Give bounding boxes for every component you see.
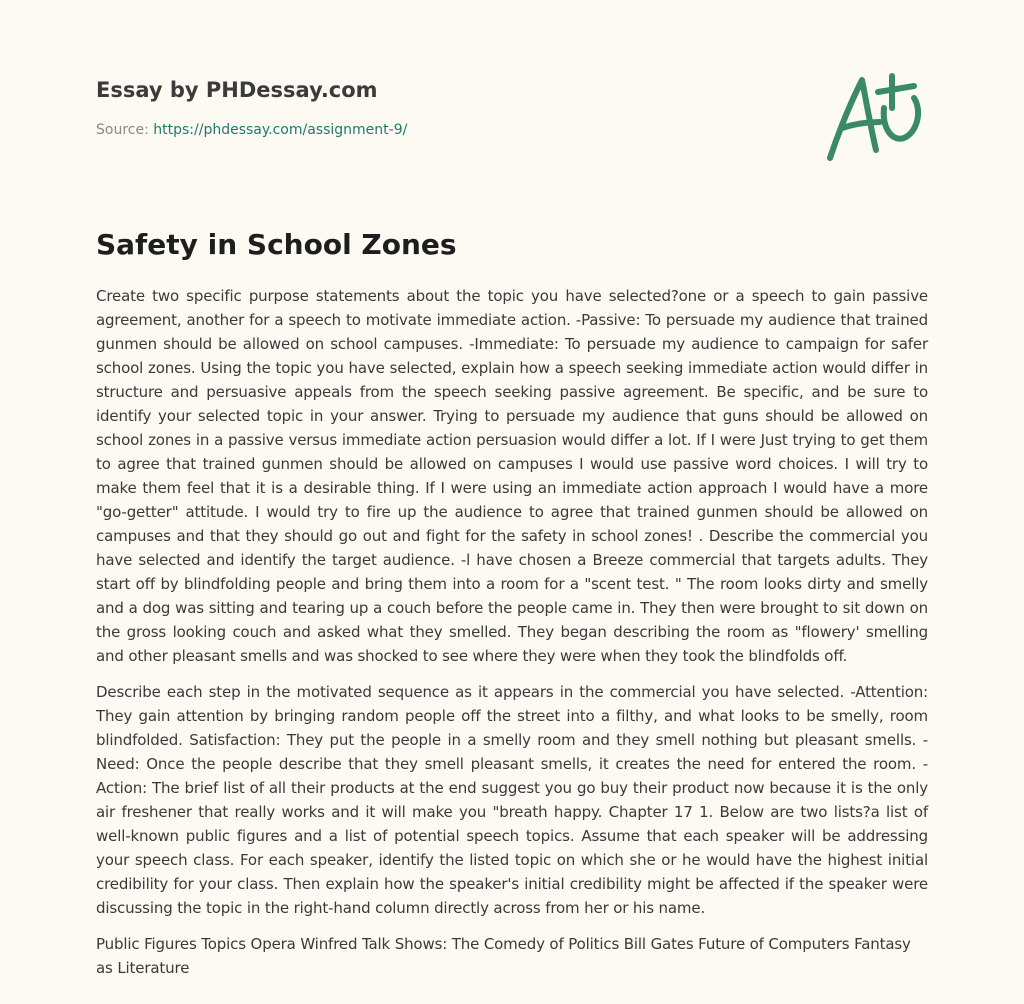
essay-paragraph: Create two specific purpose statements about the topic you have selected?one or a speech to gain passive agreement, another for a speech to motivate immediate action. -Passive: To persuade my audience that trained gunmen should be allowed on school campuses. -Immediate: To persuade my audience to campaign for safer school zones. Using the topic you have selected, explain how a speech seeking immediate action would differ in structure and persuasive appeals from the speech seeking passive agreement. Be specific, and be sure to identify your selected topic in your answer. Trying to persuade my audience that guns should be allowed on school zones in a passive versus immediate action persuasion would differ a lot. If I were Just trying to get them to agree that trained gunmen should be allowed on campuses I would use passive word choices. I will try to make them feel that it is a desirable thing. If I were using an immediate action approach I would have a more "go-getter" attitude. I would try to fire up the audience to agree that trained gunmen should be allowed on campuses and that they should go out and fight for the safety in school zones! . Describe the commercial you have selected and identify the target audience. -l have chosen a Breeze commercial that targets adults. They start off by blindfolding people and bring them into a room for a "scent test. " The room looks dirty and smelly and a dog was sitting and tearing up a couch before the people came in. They then were brought to sit down on the gross looking couch and asked what they smelled. They began describing the room as "flowery' smelling and other pleasant smells and was shocked to see where they were when they took the blindfolds off. [96, 287, 928, 665]
source-link[interactable]: https://phdessay.com/assignment-9/ [153, 122, 408, 138]
a-plus-logo-icon [822, 66, 932, 166]
source-line [96, 120, 928, 140]
page-header [96, 76, 928, 140]
source-label: Source: [96, 122, 149, 138]
essay-body [96, 284, 928, 992]
essay-paragraph: Describe each step in the motivated sequence as it appears in the commercial you have selected. -Attention: They gain attention by bringing random people off the street into a filthy, and what looks to be smelly, room blindfolded. Satisfaction: They put the people in a smelly room and they smell nothing but pleasant smells. -Need: Once the people describe that they smell pleasant smells, it creates the need for entered the room. -Action: The brief list of all their products at the end suggest you go buy their product now because it is the only air freshener that really works and it will make you "breath happy. Chapter 17 1. Below are two lists?a list of well-known public figures and a list of potential speech topics. Assume that each speaker will be addressing your speech class. For each speaker, identify the listed topic on which she or he would have the highest initial credibility for your class. Then explain how the speaker's initial credibility might be affected if the speaker were discussing the topic in the right-hand column directly across from her or his name. [96, 683, 928, 917]
site-title: Essay by PHDessay.com [96, 78, 378, 102]
essay-paragraph: Public Figures Topics Opera Winfred Talk Shows: The Comedy of Politics Bill Gates Future of Computers Fantasy as Literature [96, 935, 911, 977]
essay-title: Safety in School Zones [96, 228, 457, 261]
